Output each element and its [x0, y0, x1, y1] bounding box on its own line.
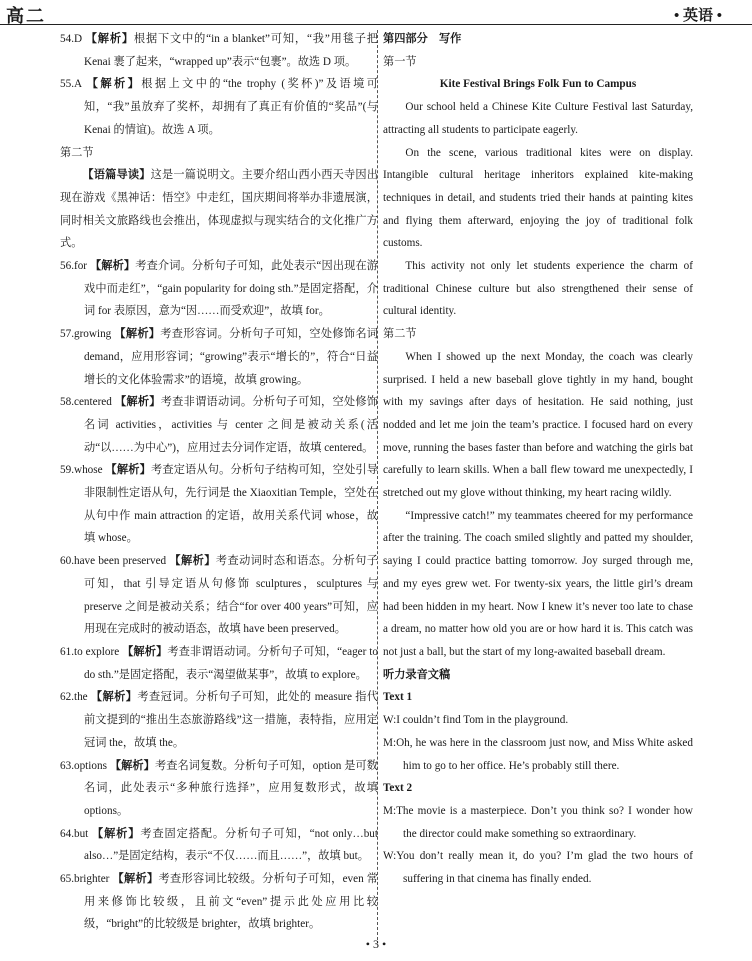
item-number: 54. — [60, 33, 74, 45]
speaker-label: M: — [383, 736, 397, 749]
answer-56 — [60, 255, 378, 323]
item-answer: centered — [73, 396, 112, 409]
answer-65 — [60, 868, 378, 936]
item-number: 56. — [60, 260, 74, 273]
item-answer: A — [73, 78, 82, 91]
analysis-tag: 【解析】 — [91, 827, 141, 840]
analysis-text: 考查非谓语动词。分析句子可知，“eager to do sth.”是固定搭配，表示“渴望做某事”，故填 to explore。 — [84, 645, 378, 681]
item-answer: for — [73, 260, 88, 273]
item-answer: growing — [73, 328, 112, 341]
item-answer: whose — [73, 464, 103, 477]
dialogue-line — [383, 800, 693, 845]
listening-heading: 听力录音文稿 — [383, 668, 451, 681]
analysis-tag: 【解析】 — [105, 464, 151, 477]
right-column — [383, 28, 693, 891]
analysis-tag: 【解析】 — [122, 645, 168, 658]
item-number: 60. — [60, 555, 74, 568]
analysis-text: 考查动词时态和语态。分析句子可知，that 引导定语从句修饰 sculptures，sculptures 与 preserve 之间是被动关系；结合“for over 400 years”可知，应用现在完成时的被动语态，故填 have been preserved。 — [84, 555, 378, 636]
analysis-tag: 【解析】 — [169, 555, 216, 568]
speaker-label: M: — [383, 804, 397, 817]
guide-tag: 【语篇导读】 — [82, 169, 151, 182]
item-number: 64. — [60, 827, 74, 840]
analysis-tag: 【解析】 — [85, 33, 134, 45]
answer-54 — [60, 28, 378, 73]
grade-label: 高二 — [6, 6, 46, 26]
item-answer: but — [73, 827, 89, 840]
speaker-label: W: — [383, 714, 397, 727]
reading-guide — [60, 164, 378, 255]
text2-heading: Text 2 — [383, 782, 413, 795]
item-answer: D — [73, 33, 83, 45]
essay1-title: Kite Festival Brings Folk Fun to Campus — [439, 78, 637, 91]
answer-55 — [60, 73, 378, 141]
analysis-text: 根据下文中的“in a blanket”可知，“我”用毯子把 Kenai 裹了起来，“wrapped up”表示“包裹”。故选 D 项。 — [84, 33, 378, 68]
text1-heading: Text 1 — [383, 691, 413, 704]
answer-62 — [60, 686, 378, 754]
item-number: 62. — [60, 691, 74, 704]
header-rule — [0, 24, 752, 25]
analysis-tag: 【解析】 — [112, 873, 159, 886]
answer-60 — [60, 550, 378, 641]
dialogue-text: The movie is a masterpiece. Don’t you think so? I wonder how the director could make something so extraordinary. — [396, 804, 693, 840]
answer-64 — [60, 823, 378, 868]
item-number: 61. — [60, 645, 74, 658]
section2-heading: 第二节 — [60, 146, 94, 159]
analysis-text: 考查冠词。分析句子可知，此处的 measure 指代前文提到的“推出生态旅游路线”这一措施，表特指，应用定冠词 the，故填 the。 — [84, 691, 379, 749]
analysis-tag: 【解析】 — [114, 396, 161, 409]
analysis-text: 考查固定搭配。分析句子可知，“not only…but also…”是固定结构，表示“不仅……而且……”，故填 but。 — [84, 827, 378, 863]
page-header — [0, 0, 752, 26]
analysis-text: 考查形容词比较级。分析句子可知，even 常用来修饰比较级，且前文“even”提示此处应用比较级，“bright”的比较级是 brighter，故填 brighter。 — [84, 873, 378, 931]
writing-sec2-heading: 第二节 — [383, 328, 417, 341]
analysis-tag: 【解析】 — [86, 78, 142, 91]
subject-label: • 英语 • — [673, 8, 722, 24]
writing-sec1-heading: 第一节 — [383, 55, 417, 68]
item-answer: options — [73, 759, 107, 772]
analysis-tag: 【解析】 — [90, 691, 138, 704]
dialogue-line — [383, 845, 693, 890]
item-number: 63. — [60, 759, 74, 772]
dialogue-line — [383, 732, 693, 777]
analysis-text: 考查定语从句。分析句子结构可知，空处引导非限制性定语从句，先行词是 the Xiaoxitian Temple，空处在从句中作 main attraction 的定语，故用关系代词 whose，故填 whose。 — [84, 464, 378, 545]
item-number: 57. — [60, 328, 74, 341]
item-answer: have been preserved — [73, 555, 167, 568]
speaker-label: W: — [383, 850, 397, 863]
left-column — [60, 28, 378, 936]
item-number: 55. — [60, 78, 74, 91]
item-number: 58. — [60, 396, 74, 409]
essay2-paragraph: “Impressive catch!” my teammates cheered for my performance after the training. The coach smiled slightly and patted my shoulder, saying I could practice batting tomorrow. Joy surged through me, and my eyes grew wet. For twenty-six years, the little girl’s dream had been hidden in my heart. Now I knew it’s never too late to chase a dream, no matter how old you are or how hard it is. This catch was not just a ball, but the start of my long-awaited baseball dream. — [383, 509, 693, 658]
dialogue-line — [383, 709, 693, 732]
dialogue-text: You don’t really mean it, do you? I’m glad the two hours of suffering in that cinema has finally ended. — [396, 850, 693, 886]
part4-heading: 第四部分 写作 — [383, 33, 462, 45]
analysis-text: 考查名词复数。分析句子可知，option 是可数名词，此处表示“多种旅行选择”，应用复数形式，故填 options。 — [84, 759, 378, 817]
analysis-tag: 【解析】 — [109, 759, 155, 772]
page-number: • 3 • — [365, 937, 387, 951]
analysis-text: 考查介词。分析句子可知，此处表示“因出现在游戏中而走红”，“gain popularity for doing sth.”是固定搭配，介词 for 表原因，意为“因……而受欢迎”，故填 for。 — [84, 260, 378, 318]
answer-57 — [60, 323, 378, 391]
analysis-tag: 【解析】 — [114, 328, 161, 341]
analysis-tag: 【解析】 — [89, 260, 136, 273]
answer-59 — [60, 459, 378, 550]
dialogue-text: I couldn’t find Tom in the playground. — [396, 714, 569, 727]
essay2-paragraph: When I showed up the next Monday, the coach was clearly surprised. I held a new baseball glove tightly in my hand, bought with my savings after days of hesitation. He said nothing, just nodded and let me join the team’s practice. I focused hard on every move, running the bases faster than before and watching the girls bat carefully to learn skills. When a ball flew toward me unexpectedly, I stretched out my glove without thinking, my heart racing wildly. — [383, 350, 693, 500]
item-answer: the — [73, 691, 88, 704]
analysis-text: 根据上文中的“the trophy (奖杯)”及语境可知，“我”虽放弃了奖杯，却拥有了真正有价值的“奖品”(与 Kenai 的情谊)。故选 A 项。 — [84, 78, 378, 136]
item-answer: brighter — [73, 873, 110, 886]
answer-61 — [60, 641, 378, 686]
dialogue-text: Oh, he was here in the classroom just now, and Miss White asked him to go to her office. He’s probably still there. — [396, 736, 693, 772]
analysis-text: 考查形容词。分析句子可知，空处修饰名词 demand，应用形容词；“growing”表示“增长的”，符合“日益增长的文化体验需求”的语境，故填 growing。 — [84, 328, 378, 386]
analysis-text: 考查非谓语动词。分析句子可知，空处修饰名词 activities，activities 与 center 之间是被动关系(活动“以……为中心”)，应用过去分词作定语，故填 centered。 — [84, 396, 378, 454]
answer-58 — [60, 391, 378, 459]
item-number: 59. — [60, 464, 74, 477]
item-answer: to explore — [73, 645, 120, 658]
item-number: 65. — [60, 873, 74, 886]
essay1-paragraph: Our school held a Chinese Kite Culture Festival last Saturday, attracting all students to participate eagerly. — [383, 101, 693, 136]
essay1-paragraph: This activity not only let students experience the charm of traditional Chinese culture but also strengthened their sense of cultural identity. — [383, 260, 693, 318]
guide-text: 这是一篇说明文。主要介绍山西小西天寺因出现在游戏《黑神话：悟空》中走红，国庆期间将举办非遗展演，同时相关文旅路线也会推出，体现虚拟与现实结合的文化推广方式。 — [60, 169, 378, 250]
essay1-paragraph: On the scene, various traditional kites were on display. Intangible cultural heritage inheritors explained kite-making techniques in detail, and students tried their hands at painting kites and flying them afterward, enjoying the joy of traditional folk customs. — [383, 146, 693, 250]
answer-63 — [60, 755, 378, 823]
